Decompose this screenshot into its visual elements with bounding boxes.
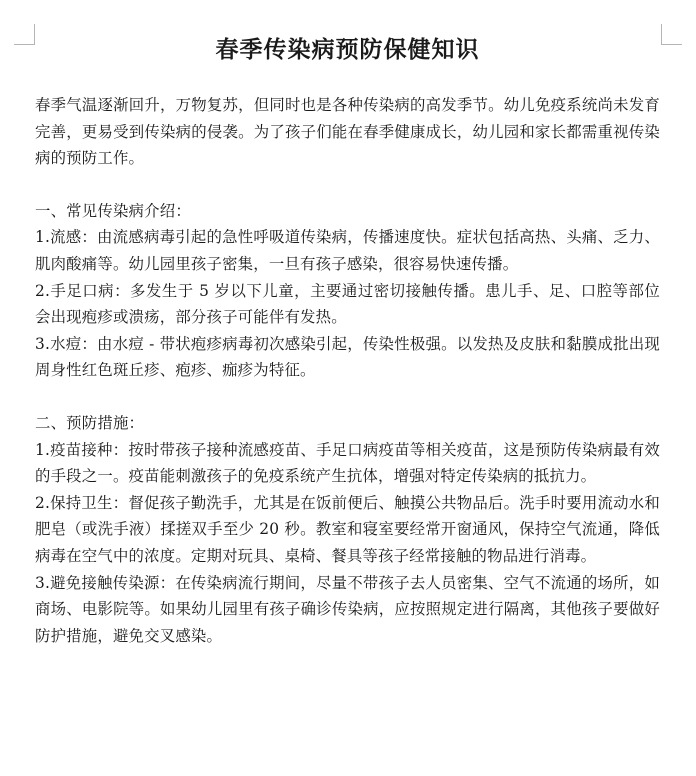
page-corner-mark-top-right — [661, 24, 682, 45]
intro-paragraph: 春季气温逐渐回升，万物复苏，但同时也是各种传染病的高发季节。幼儿免疫系统尚未发育完善，更易受到传染病的侵袭。为了孩子们能在春季健康成长，幼儿园和家长都需重视传染病的预防工作。 — [35, 96, 660, 168]
document-page — [35, 30, 660, 649]
page-corner-mark-top-left — [14, 24, 35, 45]
section-heading-prevention: 二、预防措施： — [35, 413, 145, 432]
list-item-influenza: 1.流感：由流感病毒引起的急性呼吸道传染病，传播速度快。症状包括高热、头痛、乏力、肌肉酸痛等。幼儿园里孩子密集，一旦有孩子感染，很容易快速传播。 — [35, 228, 660, 273]
document-title: 春季传染病预防保健知识 — [215, 36, 480, 63]
list-item-hygiene: 2.保持卫生：督促孩子勤洗手，尤其是在饭前便后、触摸公共物品后。洗手时要用流动水和肥皂（或洗手液）揉搓双手至少 20 秒。教室和寝室要经常开窗通风，保持空气流通，降低病毒在空气中的浓度。定期对玩具、桌椅、餐具等孩子经常接触的物品进行消毒。 — [35, 493, 660, 565]
section-heading-common-diseases: 一、常见传染病介绍： — [35, 201, 191, 220]
list-item-avoid-contact: 3.避免接触传染源：在传染病流行期间，尽量不带孩子去人员密集、空气不流通的场所，如商场、电影院等。如果幼儿园里有孩子确诊传染病，应按照规定进行隔离，其他孩子要做好防护措施，避免交叉感染。 — [35, 573, 660, 645]
list-item-chickenpox: 3.水痘：由水痘 - 带状疱疹病毒初次感染引起，传染性极强。以发热及皮肤和黏膜成批出现周身性红色斑丘疹、疱疹、痂疹为特征。 — [35, 334, 660, 380]
list-item-hand-foot-mouth: 2.手足口病：多发生于 5 岁以下儿童，主要通过密切接触传播。患儿手、足、口腔等部位会出现疱疹或溃疡，部分孩子可能伴有发热。 — [35, 281, 660, 327]
list-item-vaccination: 1.疫苗接种：按时带孩子接种流感疫苗、手足口病疫苗等相关疫苗，这是预防传染病最有效的手段之一。疫苗能刺激孩子的免疫系统产生抗体，增强对特定传染病的抵抗力。 — [35, 440, 660, 486]
